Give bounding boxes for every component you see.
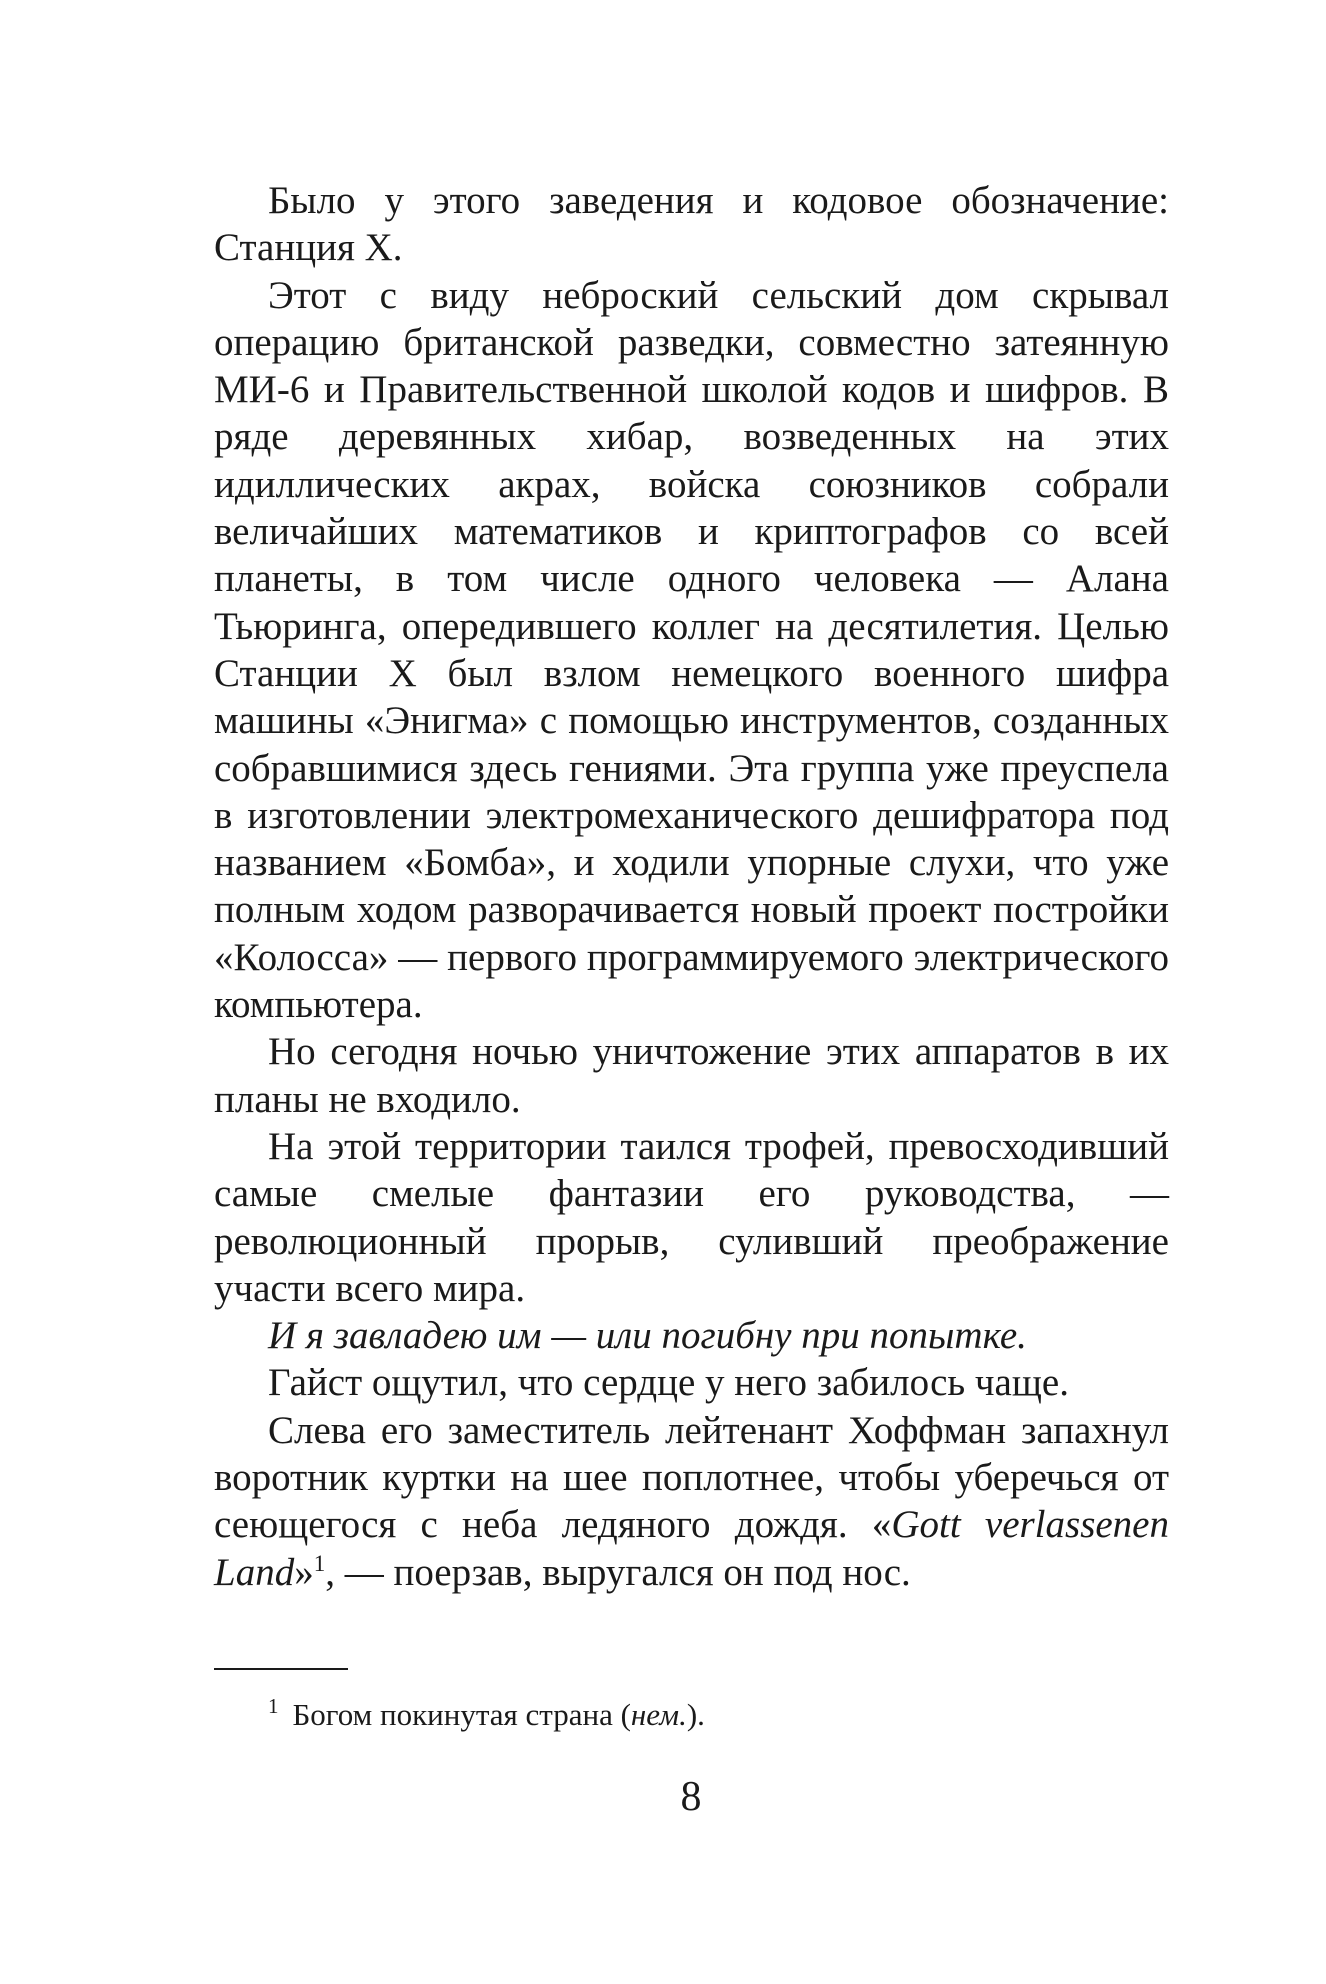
paragraph: Этот с виду неброский сельский дом скрывал операцию британской разведки, совместно затеянную МИ-6 и Правительственной школой кодов и шифров. В ряде деревянных хибар, возведенных на этих идиллических акрах, войска союзников собрали величайших математиков и криптографов со всей планеты, в том числе одного человека — Алана Тьюринга, опередившего коллег на десятилетия. Целью Станции X был взлом немецкого военного шифра машины «Энигма» с помощью инструментов, созданных собравшимися здесь гениями. Эта группа уже преуспела в изготовлении электромеханического дешифратора под названием «Бомба», и ходили упорные слухи, что уже полным ходом разворачивается новый проект постройки «Колосса» — первого программируемого электрического компьютера. [214, 273, 1169, 1027]
footnote [268, 1686, 705, 1735]
footnote-text: Богом покинутая страна ( [292, 1697, 631, 1732]
footnote-divider [214, 1668, 348, 1670]
footnote-italic: нем. [630, 1697, 687, 1732]
paragraph-text: , — поерзав, выругался он под нос. [325, 1550, 911, 1594]
paragraph-text: Слева его заместитель лейтенант Хоффман запахнул воротник куртки на шее поплотнее, чтобы уберечься от сеющегося с неба ледяного дождя. « [214, 1408, 1169, 1547]
paragraph: На этой территории таился трофей, превосходивший самые смелые фантазии его руководства, — революционный прорыв, суливший преображение участи всего мира. [214, 1124, 1169, 1310]
paragraph-italic [214, 1312, 1169, 1359]
footnote-marker: 1 [268, 1694, 279, 1718]
foreign-phrase: Gott verlassenen Land [214, 1503, 1169, 1594]
paragraph: Но сегодня ночью уничтожение этих аппаратов в их планы не входило. [214, 1030, 1169, 1121]
paragraph [214, 1407, 1169, 1596]
quote-close: » [294, 1550, 314, 1594]
main-text [214, 177, 1169, 1596]
footnote-text-end: ). [686, 1697, 705, 1732]
page-number: 8 [680, 1774, 702, 1820]
footnote-reference[interactable]: 1 [313, 1550, 326, 1576]
italic-thought: И я завладею им — или погибну при попытке. [268, 1314, 1027, 1358]
paragraph: Гайст ощутил, что сердце у него забилось чаще. [268, 1361, 1069, 1405]
paragraph: Было у этого заведения и кодовое обозначение: Станция X. [214, 179, 1169, 270]
